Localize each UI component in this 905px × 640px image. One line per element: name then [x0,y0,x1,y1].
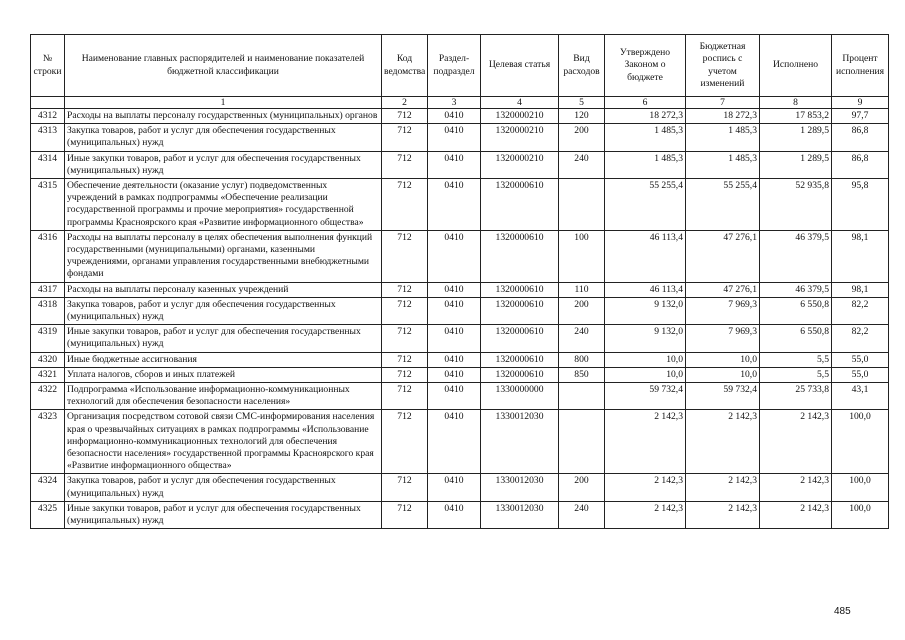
column-number: 9 [832,97,889,109]
row-statya: 1320000610 [481,297,559,324]
column-number: 7 [686,97,760,109]
row-rospis: 10,0 [686,367,760,382]
row-rospis: 59 732,4 [686,383,760,410]
row-rospis: 47 276,1 [686,230,760,282]
budget-table-container [30,34,889,529]
row-vid [559,179,605,231]
table-row [31,325,889,352]
row-vid: 240 [559,151,605,178]
row-approved: 1 485,3 [605,124,686,151]
row-percent: 55,0 [832,367,889,382]
row-ved-code: 712 [382,151,428,178]
table-body [31,109,889,529]
row-approved: 10,0 [605,367,686,382]
row-ispolneno: 6 550,8 [760,325,832,352]
row-number: 4322 [31,383,65,410]
row-percent: 86,8 [832,124,889,151]
row-percent: 55,0 [832,352,889,367]
table-row [31,124,889,151]
row-ispolneno: 2 142,3 [760,474,832,501]
column-number-row [31,97,889,109]
row-name: Организация посредством сотовой связи СМС-информирования населения края о чрезвычайных ситуациях в рамках подпрограммы «Использование информационно-коммуникационных технологий для обеспечения безопасности населения» государственной программы Красноярского края «Развитие информационного общества» [65,410,382,474]
row-ved-code: 712 [382,383,428,410]
column-number: 3 [428,97,481,109]
row-number: 4317 [31,282,65,297]
table-row [31,410,889,474]
row-statya: 1320000610 [481,325,559,352]
row-name: Уплата налогов, сборов и иных платежей [65,367,382,382]
table-row [31,109,889,124]
row-name: Иные бюджетные ассигнования [65,352,382,367]
row-name: Расходы на выплаты персоналу в целях обеспечения выполнения функций государственными (муниципальными) органами, казенными учреждениями, органами управления государственными внебюджетными фондами [65,230,382,282]
row-vid: 120 [559,109,605,124]
row-ispolneno: 5,5 [760,352,832,367]
row-percent: 100,0 [832,501,889,528]
row-statya: 1320000610 [481,352,559,367]
row-name: Подпрограмма «Использование информационно-коммуникационных технологий для обеспечения безопасности населения» [65,383,382,410]
table-row [31,383,889,410]
row-ispolneno: 17 853,2 [760,109,832,124]
row-rospis: 1 485,3 [686,151,760,178]
table-row [31,282,889,297]
header-cell: Бюджетная роспись с учетом изменений [686,35,760,97]
row-razdel: 0410 [428,501,481,528]
row-number: 4314 [31,151,65,178]
row-razdel: 0410 [428,282,481,297]
row-rospis: 2 142,3 [686,410,760,474]
row-name: Иные закупки товаров, работ и услуг для обеспечения государственных (муниципальных) нужд [65,151,382,178]
row-ved-code: 712 [382,109,428,124]
row-percent: 86,8 [832,151,889,178]
column-number: 8 [760,97,832,109]
row-statya: 1320000210 [481,109,559,124]
row-statya: 1330000000 [481,383,559,410]
row-ispolneno: 6 550,8 [760,297,832,324]
row-ispolneno: 5,5 [760,367,832,382]
column-number: 6 [605,97,686,109]
row-number: 4323 [31,410,65,474]
column-number [31,97,65,109]
row-vid [559,410,605,474]
row-rospis: 55 255,4 [686,179,760,231]
row-ved-code: 712 [382,325,428,352]
row-statya: 1320000210 [481,124,559,151]
row-percent: 82,2 [832,325,889,352]
row-razdel: 0410 [428,109,481,124]
row-vid: 800 [559,352,605,367]
row-statya: 1320000610 [481,230,559,282]
row-vid: 200 [559,297,605,324]
column-number: 1 [65,97,382,109]
row-percent: 82,2 [832,297,889,324]
row-approved: 10,0 [605,352,686,367]
row-razdel: 0410 [428,325,481,352]
row-ispolneno: 25 733,8 [760,383,832,410]
row-vid: 110 [559,282,605,297]
row-approved: 46 113,4 [605,282,686,297]
column-number: 5 [559,97,605,109]
header-cell: Наименование главных распорядителей и наименование показателей бюджетной классификации [65,35,382,97]
row-percent: 95,8 [832,179,889,231]
row-vid: 240 [559,325,605,352]
row-rospis: 18 272,3 [686,109,760,124]
row-approved: 18 272,3 [605,109,686,124]
row-ispolneno: 1 289,5 [760,151,832,178]
header-cell: № строки [31,35,65,97]
row-rospis: 47 276,1 [686,282,760,297]
row-rospis: 1 485,3 [686,124,760,151]
row-razdel: 0410 [428,410,481,474]
row-rospis: 10,0 [686,352,760,367]
row-name: Обеспечение деятельности (оказание услуг) подведомственных учреждений в рамках подпрограммы «Обеспечение реализации государственной программы и прочие мероприятия» государственной программы Красноярского края «Развитие информационного общества» [65,179,382,231]
row-statya: 1320000210 [481,151,559,178]
row-statya: 1330012030 [481,501,559,528]
row-ved-code: 712 [382,297,428,324]
header-cell: Вид расходов [559,35,605,97]
row-approved: 2 142,3 [605,501,686,528]
row-name: Закупка товаров, работ и услуг для обеспечения государственных (муниципальных) нужд [65,297,382,324]
row-name: Расходы на выплаты персоналу казенных учреждений [65,282,382,297]
header-cell: Код ведомства [382,35,428,97]
row-razdel: 0410 [428,230,481,282]
row-ved-code: 712 [382,501,428,528]
row-statya: 1330012030 [481,410,559,474]
header-cell: Раздел-подраздел [428,35,481,97]
row-rospis: 7 969,3 [686,297,760,324]
budget-table [30,34,889,529]
header-cell: Процент исполнения [832,35,889,97]
row-ved-code: 712 [382,179,428,231]
row-rospis: 2 142,3 [686,501,760,528]
row-razdel: 0410 [428,124,481,151]
row-vid: 240 [559,501,605,528]
row-ispolneno: 2 142,3 [760,501,832,528]
row-number: 4325 [31,501,65,528]
row-number: 4318 [31,297,65,324]
row-percent: 43,1 [832,383,889,410]
row-ved-code: 712 [382,367,428,382]
table-row [31,474,889,501]
row-number: 4319 [31,325,65,352]
row-razdel: 0410 [428,179,481,231]
table-row [31,230,889,282]
page-number: 485 [834,606,851,617]
row-approved: 2 142,3 [605,410,686,474]
table-row [31,179,889,231]
row-ved-code: 712 [382,410,428,474]
row-statya: 1320000610 [481,282,559,297]
column-number: 4 [481,97,559,109]
table-row [31,352,889,367]
row-ved-code: 712 [382,230,428,282]
header-cell: Утверждено Законом о бюджете [605,35,686,97]
row-number: 4312 [31,109,65,124]
row-percent: 100,0 [832,410,889,474]
table-row [31,367,889,382]
column-number: 2 [382,97,428,109]
row-ispolneno: 1 289,5 [760,124,832,151]
row-ved-code: 712 [382,474,428,501]
row-vid: 200 [559,124,605,151]
row-approved: 1 485,3 [605,151,686,178]
row-statya: 1320000610 [481,367,559,382]
header-cell: Исполнено [760,35,832,97]
row-ispolneno: 2 142,3 [760,410,832,474]
row-percent: 97,7 [832,109,889,124]
row-statya: 1320000610 [481,179,559,231]
row-percent: 98,1 [832,230,889,282]
row-razdel: 0410 [428,151,481,178]
row-number: 4316 [31,230,65,282]
table-row [31,297,889,324]
row-rospis: 2 142,3 [686,474,760,501]
row-percent: 98,1 [832,282,889,297]
row-number: 4324 [31,474,65,501]
row-ispolneno: 52 935,8 [760,179,832,231]
row-number: 4313 [31,124,65,151]
row-name: Закупка товаров, работ и услуг для обеспечения государственных (муниципальных) нужд [65,124,382,151]
row-name: Иные закупки товаров, работ и услуг для обеспечения государственных (муниципальных) нужд [65,325,382,352]
row-vid: 850 [559,367,605,382]
row-ved-code: 712 [382,124,428,151]
row-vid [559,383,605,410]
row-percent: 100,0 [832,474,889,501]
row-rospis: 7 969,3 [686,325,760,352]
table-row [31,501,889,528]
row-ispolneno: 46 379,5 [760,230,832,282]
row-approved: 59 732,4 [605,383,686,410]
header-cell: Целевая статья [481,35,559,97]
row-number: 4315 [31,179,65,231]
row-ved-code: 712 [382,282,428,297]
row-vid: 100 [559,230,605,282]
row-razdel: 0410 [428,367,481,382]
row-statya: 1330012030 [481,474,559,501]
row-name: Закупка товаров, работ и услуг для обеспечения государственных (муниципальных) нужд [65,474,382,501]
row-name: Расходы на выплаты персоналу государственных (муниципальных) органов [65,109,382,124]
row-approved: 2 142,3 [605,474,686,501]
table-row [31,151,889,178]
row-razdel: 0410 [428,297,481,324]
row-vid: 200 [559,474,605,501]
row-razdel: 0410 [428,474,481,501]
row-ispolneno: 46 379,5 [760,282,832,297]
row-razdel: 0410 [428,352,481,367]
row-approved: 55 255,4 [605,179,686,231]
row-approved: 46 113,4 [605,230,686,282]
row-number: 4320 [31,352,65,367]
header-row [31,35,889,97]
row-approved: 9 132,0 [605,297,686,324]
row-name: Иные закупки товаров, работ и услуг для обеспечения государственных (муниципальных) нужд [65,501,382,528]
row-approved: 9 132,0 [605,325,686,352]
row-razdel: 0410 [428,383,481,410]
row-ved-code: 712 [382,352,428,367]
row-number: 4321 [31,367,65,382]
